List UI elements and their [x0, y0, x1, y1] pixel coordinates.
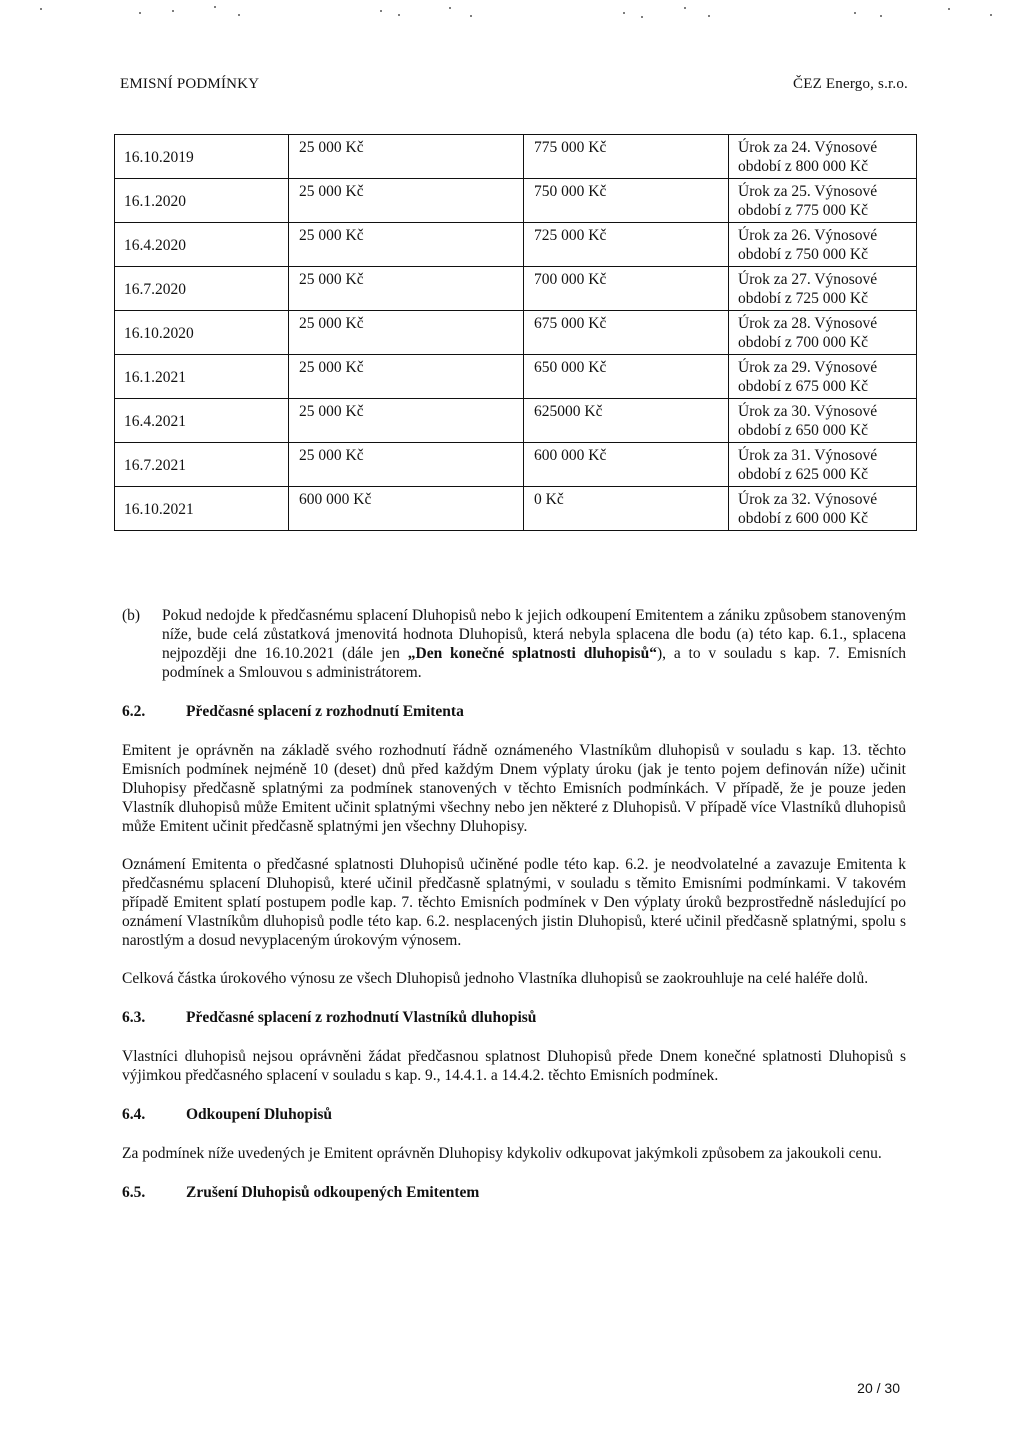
cell-interest: [729, 179, 917, 223]
cell-date: 16.10.2019: [115, 135, 289, 179]
cell-interest: [729, 399, 917, 443]
cell-date: 16.1.2021: [115, 355, 289, 399]
cell-repayment-amount: 25 000 Kč: [289, 311, 524, 355]
cell-date: 16.7.2020: [115, 267, 289, 311]
cell-remaining-principal: 675 000 Kč: [524, 311, 729, 355]
cell-interest-line-1: Úrok za 28. Výnosové: [738, 315, 878, 332]
main-content: [122, 606, 906, 1202]
cell-repayment-amount: 25 000 Kč: [289, 179, 524, 223]
cell-repayment-amount: 25 000 Kč: [289, 355, 524, 399]
cell-interest: [729, 487, 917, 531]
cell-interest: [729, 135, 917, 179]
section-6-3-heading: 6.3. Předčasné splacení z rozhodnutí Vlastníků dluhopisů: [122, 1009, 537, 1026]
page-number: 20 / 30: [857, 1380, 900, 1396]
cell-date: 16.7.2021: [115, 443, 289, 487]
table-row: [115, 311, 917, 355]
cell-date: 16.1.2020: [115, 179, 289, 223]
cell-interest: [729, 311, 917, 355]
table-row: [115, 135, 917, 179]
paragraph-b: [122, 606, 906, 682]
cell-date: 16.10.2020: [115, 311, 289, 355]
section-6-2-paragraph-3: Celková částka úrokového výnosu ze všech Dluhopisů jednoho Vlastníka dluhopisů se zaokrouhluje na celé haléře dolů.: [122, 970, 869, 987]
section-6-2-heading: 6.2. Předčasné splacení z rozhodnutí Emitenta: [122, 703, 464, 720]
cell-interest: [729, 267, 917, 311]
section-6-5-heading: 6.5. Zrušení Dluhopisů odkoupených Emitentem: [122, 1184, 480, 1201]
cell-interest-line-1: Úrok za 24. Výnosové: [738, 139, 878, 156]
scan-noise: [0, 6, 1024, 20]
cell-interest-line-2: období z 700 000 Kč: [738, 334, 869, 351]
cell-interest-line-2: období z 800 000 Kč: [738, 158, 869, 175]
table-row: [115, 355, 917, 399]
cell-interest-line-2: období z 775 000 Kč: [738, 202, 869, 219]
cell-interest-line-2: období z 675 000 Kč: [738, 378, 869, 395]
cell-date: 16.4.2020: [115, 223, 289, 267]
table-row: [115, 223, 917, 267]
cell-interest-line-2: období z 750 000 Kč: [738, 246, 869, 263]
table-row: [115, 399, 917, 443]
table-row: [115, 443, 917, 487]
cell-interest-line-2: období z 625 000 Kč: [738, 466, 869, 483]
cell-interest-line-1: Úrok za 30. Výnosové: [738, 403, 878, 420]
cell-interest-line-1: Úrok za 29. Výnosové: [738, 359, 878, 376]
cell-repayment-amount: 25 000 Kč: [289, 223, 524, 267]
cell-interest-line-1: Úrok za 32. Výnosové: [738, 491, 878, 508]
cell-interest: [729, 355, 917, 399]
section-6-2-paragraph-2: Oznámení Emitenta o předčasné splatnosti Dluhopisů učiněné podle této kap. 6.2. je neodvolatelné a zavazuje Emitenta k předčasnému splacení Dluhopisů, které učinil předčasně splatnými, v souladu s těmito Emisními podmínkami. V takovém případě Emitent splatí postupem podle kap. 7. těchto Emisních podmínek v Den výplaty úroků bezprostředně následující po oznámení Vlastníkům dluhopisů podle této kap. 6.2. nesplacených jistin Dluhopisů, které učinil předčasně splatnými, spolu s narostlým a dosud nevyplaceným úrokovým výnosem.: [122, 856, 906, 949]
cell-interest-line-1: Úrok za 25. Výnosové: [738, 183, 878, 200]
cell-interest: [729, 223, 917, 267]
paragraph-b-text: Pokud nedojde k předčasnému splacení Dluhopisů nebo k jejich odkoupení Emitentem a zániku způsobem stanoveným níže, bude celá zůstatková jmenovitá hodnota Dluhopisů, která nebyla splacena dle bodu (a) této kap. 6.1., splacena nejpozději dne 16.10.2021 (dále jen „Den konečné splatnosti dluhopisů“), a to v souladu s kap. 7. Emisních podmínek a Smlouvou s administrátorem.: [162, 607, 907, 681]
section-6-2-paragraph-1: Emitent je oprávněn na základě svého rozhodnutí řádně oznámeného Vlastníkům dluhopisů v souladu s kap. 13. těchto Emisních podmínek nejméně 10 (deset) dnů před každým Dnem výplaty úroku (jak je tento pojem definován níže) učinit Dluhopisy předčasně splatnými za podmínek stanovených v těchto Emisních podmínkách. V případě, že je pouze jeden Vlastník dluhopisů může Emitent učinit splatnými všechny nebo jen některé z Dluhopisů. V případě více Vlastníků dluhopisů může Emitent učinit předčasně splatnými jen všechny Dluhopisy.: [122, 742, 906, 835]
cell-interest-line-2: období z 600 000 Kč: [738, 510, 869, 527]
repayment-schedule-table: [114, 134, 917, 531]
cell-remaining-principal: 700 000 Kč: [524, 267, 729, 311]
cell-repayment-amount: 25 000 Kč: [289, 135, 524, 179]
cell-remaining-principal: 625000 Kč: [524, 399, 729, 443]
cell-remaining-principal: 775 000 Kč: [524, 135, 729, 179]
table-row: [115, 487, 917, 531]
cell-remaining-principal: 0 Kč: [524, 487, 729, 531]
paragraph-b-label: (b): [122, 607, 141, 624]
cell-interest-line-2: období z 725 000 Kč: [738, 290, 869, 307]
cell-date: 16.10.2021: [115, 487, 289, 531]
header-company: ČEZ Energo, s.r.o.: [793, 76, 908, 92]
cell-repayment-amount: 25 000 Kč: [289, 399, 524, 443]
cell-interest-line-1: Úrok za 26. Výnosové: [738, 227, 878, 244]
cell-interest: [729, 443, 917, 487]
cell-remaining-principal: 650 000 Kč: [524, 355, 729, 399]
cell-remaining-principal: 600 000 Kč: [524, 443, 729, 487]
header-title: EMISNÍ PODMÍNKY: [120, 76, 260, 92]
cell-repayment-amount: 25 000 Kč: [289, 443, 524, 487]
cell-remaining-principal: 725 000 Kč: [524, 223, 729, 267]
cell-interest-line-1: Úrok za 31. Výnosové: [738, 447, 878, 464]
table-row: [115, 179, 917, 223]
cell-interest-line-1: Úrok za 27. Výnosové: [738, 271, 878, 288]
section-6-4-heading: 6.4. Odkoupení Dluhopisů: [122, 1106, 333, 1123]
cell-date: 16.4.2021: [115, 399, 289, 443]
section-6-3-paragraph-1: Vlastníci dluhopisů nejsou oprávněni žádat předčasnou splatnost Dluhopisů přede Dnem konečné splatnosti Dluhopisů s výjimkou předčasného splacení v souladu s kap. 9., 14.4.1. a 14.4.2. těchto Emisních podmínek.: [122, 1048, 906, 1084]
table-row: [115, 267, 917, 311]
cell-remaining-principal: 750 000 Kč: [524, 179, 729, 223]
cell-interest-line-2: období z 650 000 Kč: [738, 422, 869, 439]
section-6-4-paragraph-1: Za podmínek níže uvedených je Emitent oprávněn Dluhopisy kdykoliv odkupovat jakýmkoli způsobem za jakoukoli cenu.: [122, 1145, 882, 1162]
cell-repayment-amount: 600 000 Kč: [289, 487, 524, 531]
cell-repayment-amount: 25 000 Kč: [289, 267, 524, 311]
